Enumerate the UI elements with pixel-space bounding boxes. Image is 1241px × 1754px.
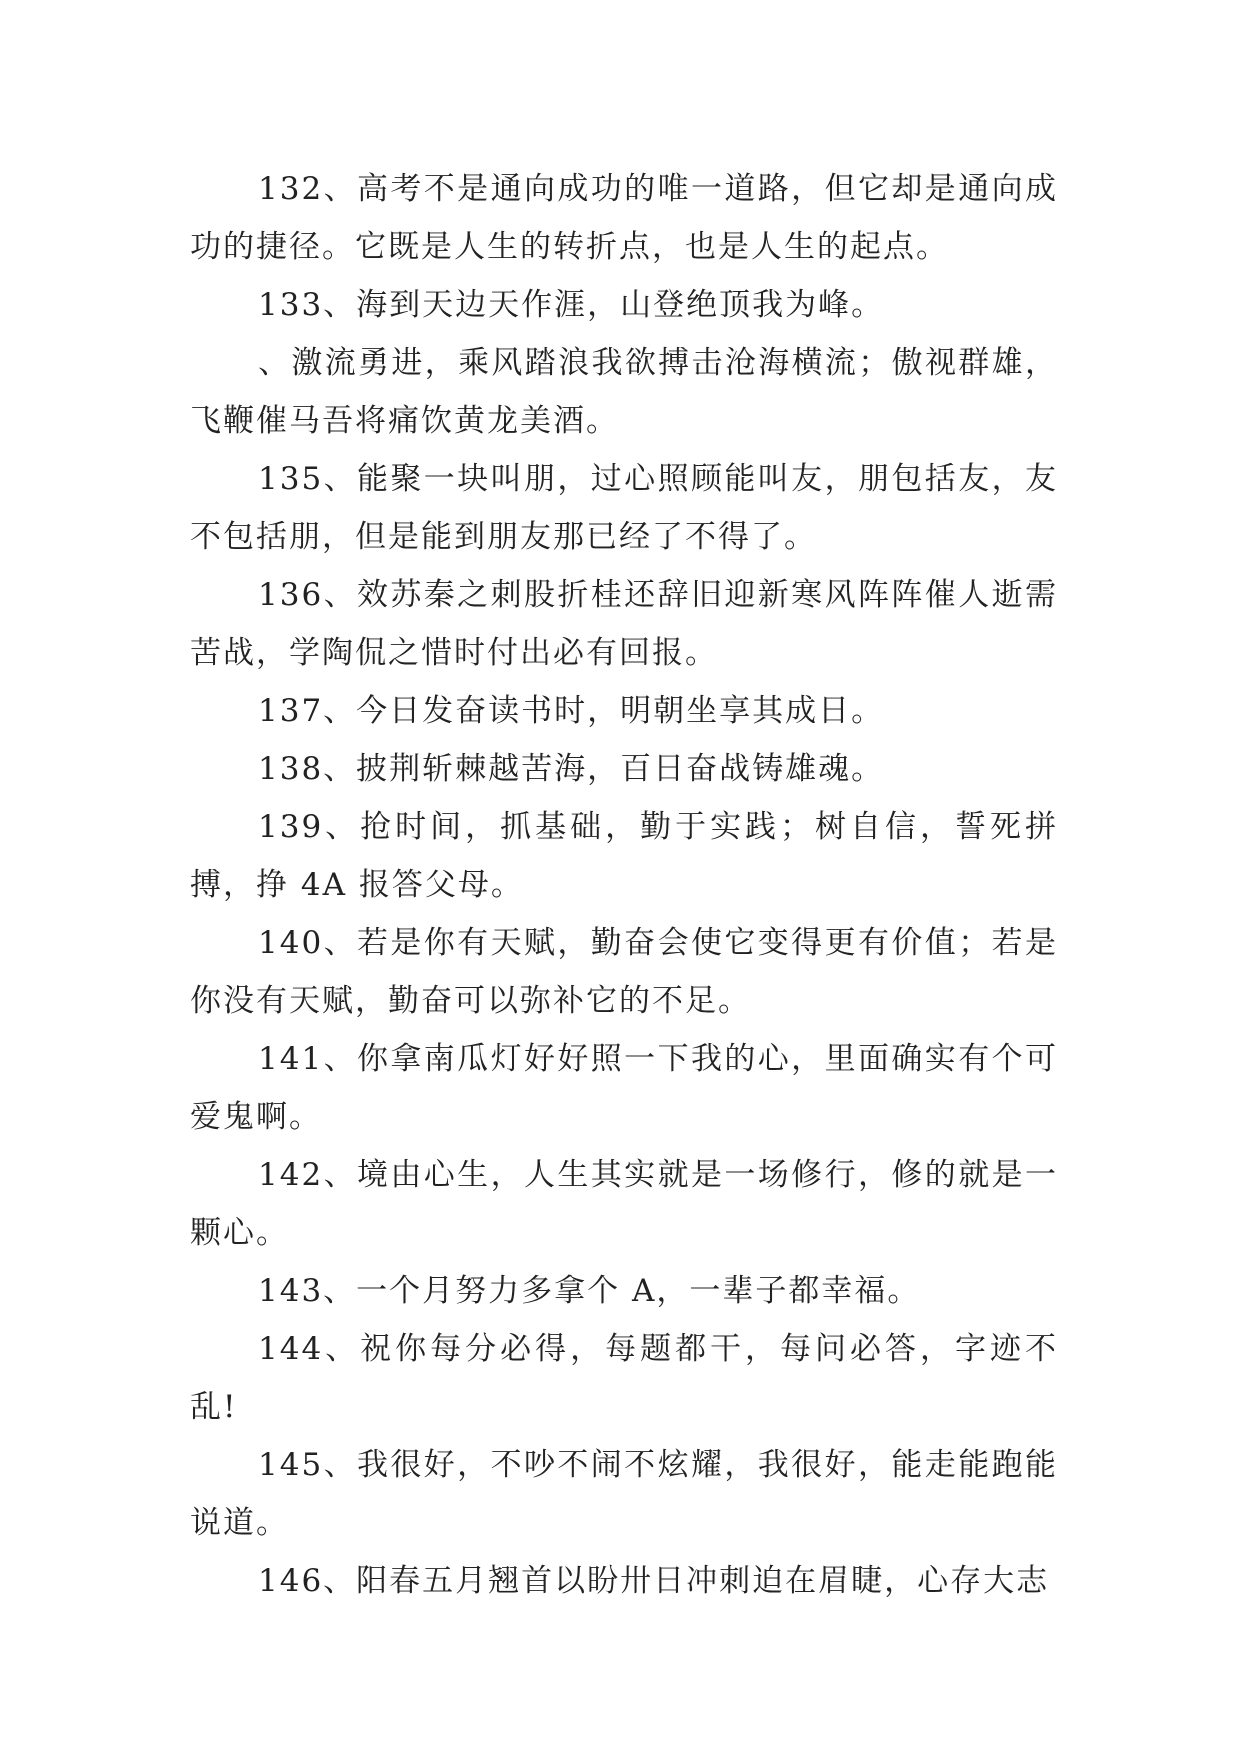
paragraph-139: 139、抢时间，抓基础，勤于实践；树自信，誓死拼搏，挣 4A 报答父母。 xyxy=(190,809,1058,903)
paragraph-142: 142、境由心生，人生其实就是一场修行，修的就是一颗心。 xyxy=(190,1157,1058,1251)
paragraph-134: 、激流勇进，乘风踏浪我欲搏击沧海横流；傲视群雄，飞鞭催马吾将痛饮黄龙美酒。 xyxy=(190,345,1058,439)
paragraph-145: 145、我很好，不吵不闹不炫耀，我很好，能走能跑能说道。 xyxy=(190,1447,1058,1541)
paragraph-133: 133、海到天边天作涯，山登绝顶我为峰。 xyxy=(258,287,885,323)
paragraph-143: 143、一个月努力多拿个 A，一辈子都幸福。 xyxy=(258,1273,921,1309)
paragraph-140: 140、若是你有天赋，勤奋会使它变得更有价值；若是你没有天赋，勤奋可以弥补它的不足。 xyxy=(190,925,1058,1019)
paragraph-146: 146、阳春五月翘首以盼卅日冲刺迫在眉睫，心存大志 xyxy=(258,1563,1050,1599)
document-body xyxy=(190,160,1058,1610)
paragraph-144: 144、祝你每分必得，每题都干，每问必答，字迹不乱! xyxy=(190,1331,1058,1425)
paragraph-141: 141、你拿南瓜灯好好照一下我的心，里面确实有个可爱鬼啊。 xyxy=(190,1041,1058,1135)
paragraph-138: 138、披荆斩棘越苦海，百日奋战铸雄魂。 xyxy=(258,751,885,787)
paragraph-136: 136、效苏秦之刺股折桂还辞旧迎新寒风阵阵催人逝需苦战，学陶侃之惜时付出必有回报。 xyxy=(190,577,1058,671)
paragraph-132: 132、高考不是通向成功的唯一道路，但它却是通向成功的捷径。它既是人生的转折点，也是人生的起点。 xyxy=(190,171,1058,265)
paragraph-137: 137、今日发奋读书时，明朝坐享其成日。 xyxy=(258,693,885,729)
paragraph-135: 135、能聚一块叫朋，过心照顾能叫友，朋包括友，友不包括朋，但是能到朋友那已经了不得了。 xyxy=(190,461,1058,555)
